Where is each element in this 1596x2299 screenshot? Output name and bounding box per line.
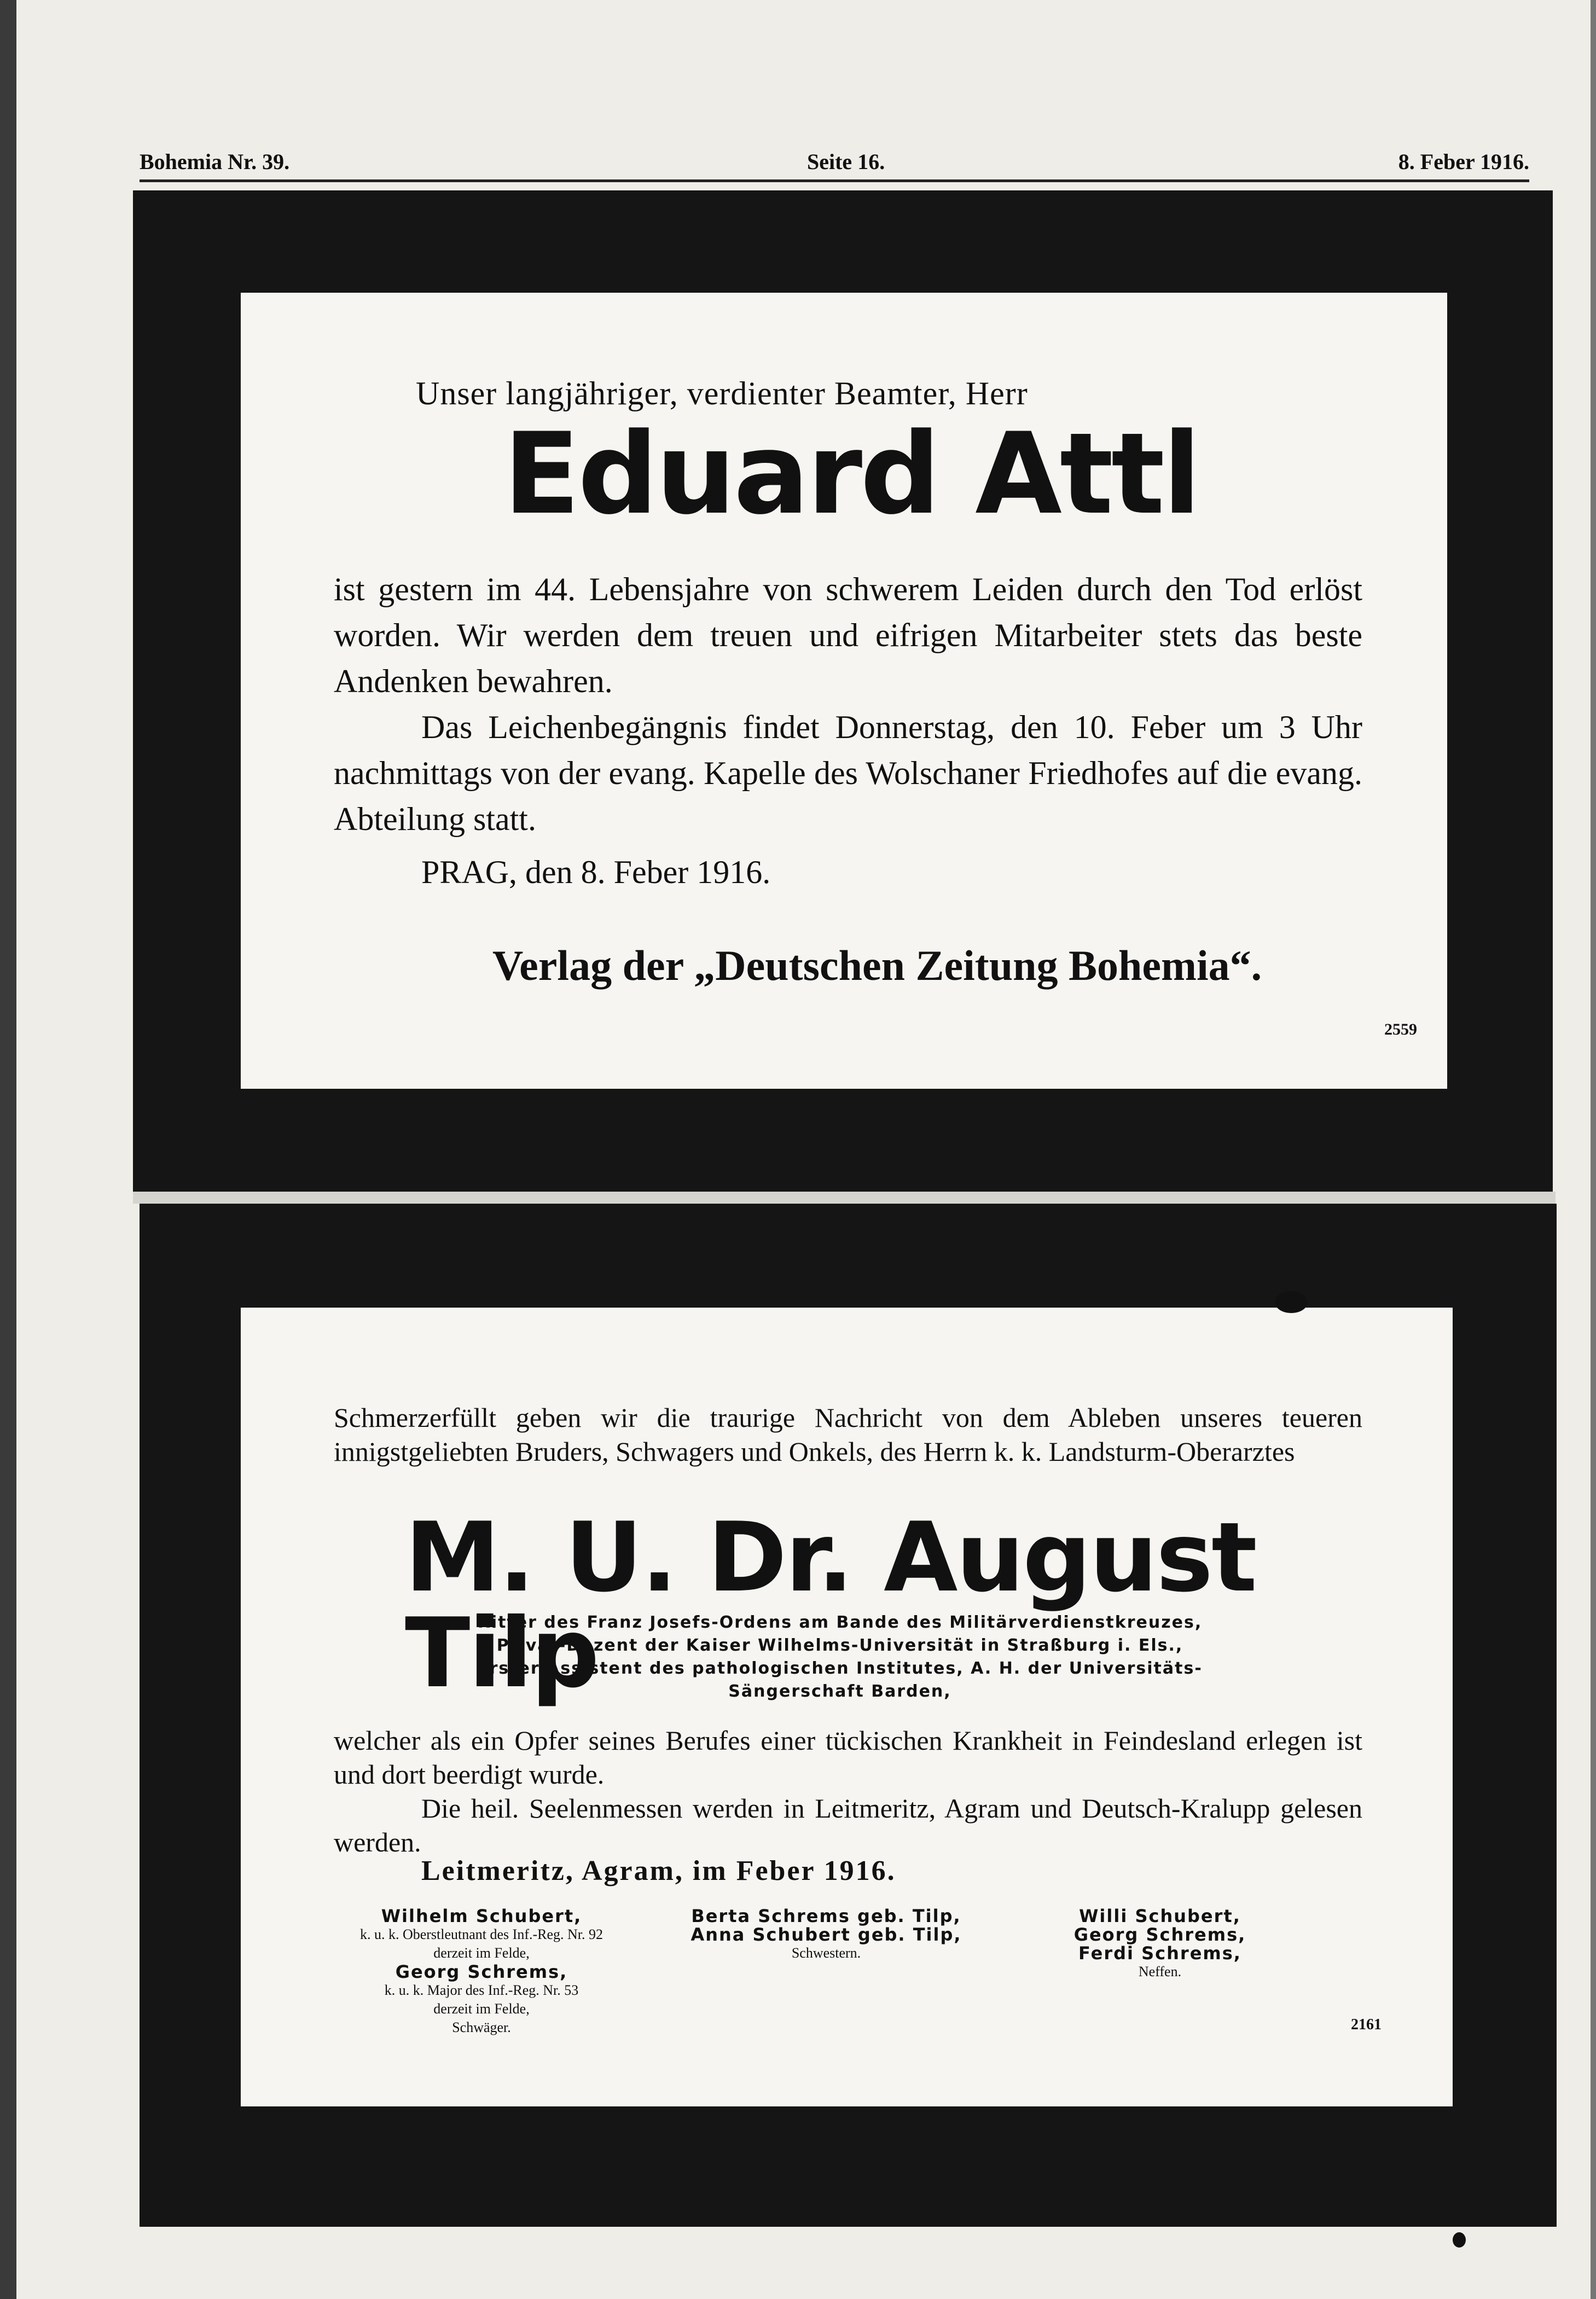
signatory-detail: k. u. k. Major des Inf.-Reg. Nr. 53 (384, 1982, 579, 1998)
scan-left-edge (0, 0, 16, 2299)
notice2-honour-line: erster Assistent des pathologischen Institutes, A. H. der Universitäts- (477, 1659, 1203, 1678)
notice1-intro: Unser langjähriger, verdienter Beamter, Herr (416, 375, 1028, 411)
notice2-honour-line: Sängerschaft Barden, (728, 1682, 951, 1701)
signatory-name: Georg Schrems, (395, 1961, 568, 1982)
signatory-detail: derzeit im Felde, (433, 1945, 530, 1961)
signatory-name: Willi Schubert, (1079, 1906, 1241, 1926)
notice1-paragraph-1: ist gestern im 44. Lebensjahre von schwerem Leiden durch den Tod erlöst worden. Wir werden dem treuen und eifrigen Mitarbeiter stets das beste Andenken bewahren. (334, 571, 1362, 699)
signatory-name: Anna Schubert geb. Tilp, (690, 1924, 962, 1945)
notice2-intro: Schmerzerfüllt geben wir die traurige Nachricht von dem Ableben unseres teueren innigstgeliebten Bruders, Schwagers und Onkels, des Herrn k. k. Landsturm-Oberarztes (334, 1402, 1362, 1467)
signatory-detail: k. u. k. Oberstleutnant des Inf.-Reg. Nr. 92 (359, 1926, 603, 1942)
running-header (140, 147, 1529, 182)
signatory-name: Berta Schrems geb. Tilp, (691, 1906, 961, 1926)
header-left: Bohemia Nr. 39. (140, 149, 290, 174)
notice1-place-date: PRAG, den 8. Feber 1916. (421, 854, 771, 890)
notice1-body (334, 566, 1362, 842)
ink-blot (1275, 1291, 1308, 1313)
obituary-notice-attl (241, 293, 1447, 1089)
notice2-place-date: Leitmeritz, Agram, im Feber 1916. (421, 1855, 896, 1886)
signatory-relation: Schwäger. (452, 2019, 511, 2035)
signatories-nephews (1007, 1907, 1313, 1981)
ink-blot (1453, 2232, 1466, 2248)
notice2-paragraph-1: welcher als ein Opfer seines Berufes einer tückischen Krankheit in Feindesland erlegen ist und dort beerdigt wurde. (334, 1725, 1362, 1790)
scan-right-edge (1591, 0, 1596, 2299)
notice2-honours (443, 1611, 1237, 1703)
notice1-signature: Verlag der „Deutschen Zeitung Bohemia“. (492, 942, 1262, 989)
notice1-paragraph-2: Das Leichenbegängnis findet Donnerstag, den 10. Feber um 3 Uhr nachmittags von der evang. Kapelle des Wolschaner Friedhofes auf die evang. Abteilung statt. (334, 709, 1362, 837)
signatories-sisters (662, 1907, 990, 1963)
notice1-deceased-name: Eduard Attl (503, 409, 1199, 539)
obituary-notice-tilp (241, 1308, 1453, 2106)
signatory-relation: Schwestern. (791, 1945, 861, 1961)
notice2-body (334, 1723, 1362, 1859)
notice2-paragraph-2: Die heil. Seelenmessen werden in Leitmeritz, Agram und Deutsch-Kralupp gelesen werden. (334, 1793, 1362, 1857)
signatory-detail: derzeit im Felde, (433, 2001, 530, 2017)
notice2-honour-line: Privat-Dozent der Kaiser Wilhelms-Universität in Straßburg i. Els., (496, 1636, 1183, 1655)
notice2-deceased-name: M. U. Dr. August Tilp (405, 1502, 1256, 1709)
notice2-honour-line: Ritter des Franz Josefs-Ordens am Bande des Militärverdienstkreuzes, (477, 1613, 1203, 1632)
header-page-number: Seite 16. (807, 149, 885, 174)
signatory-name: Wilhelm Schubert, (381, 1906, 582, 1926)
signatories-brothers-in-law (317, 1907, 646, 2037)
notice1-ad-number: 2559 (1384, 1020, 1417, 1038)
frame-divider (133, 1192, 1556, 1204)
signatory-name: Georg Schrems, (1073, 1924, 1246, 1945)
header-date: 8. Feber 1916. (1398, 149, 1529, 174)
signatory-relation: Neffen. (1138, 1964, 1182, 1979)
notice2-ad-number: 2161 (1351, 2016, 1382, 2033)
signatory-name: Ferdi Schrems, (1078, 1943, 1241, 1964)
